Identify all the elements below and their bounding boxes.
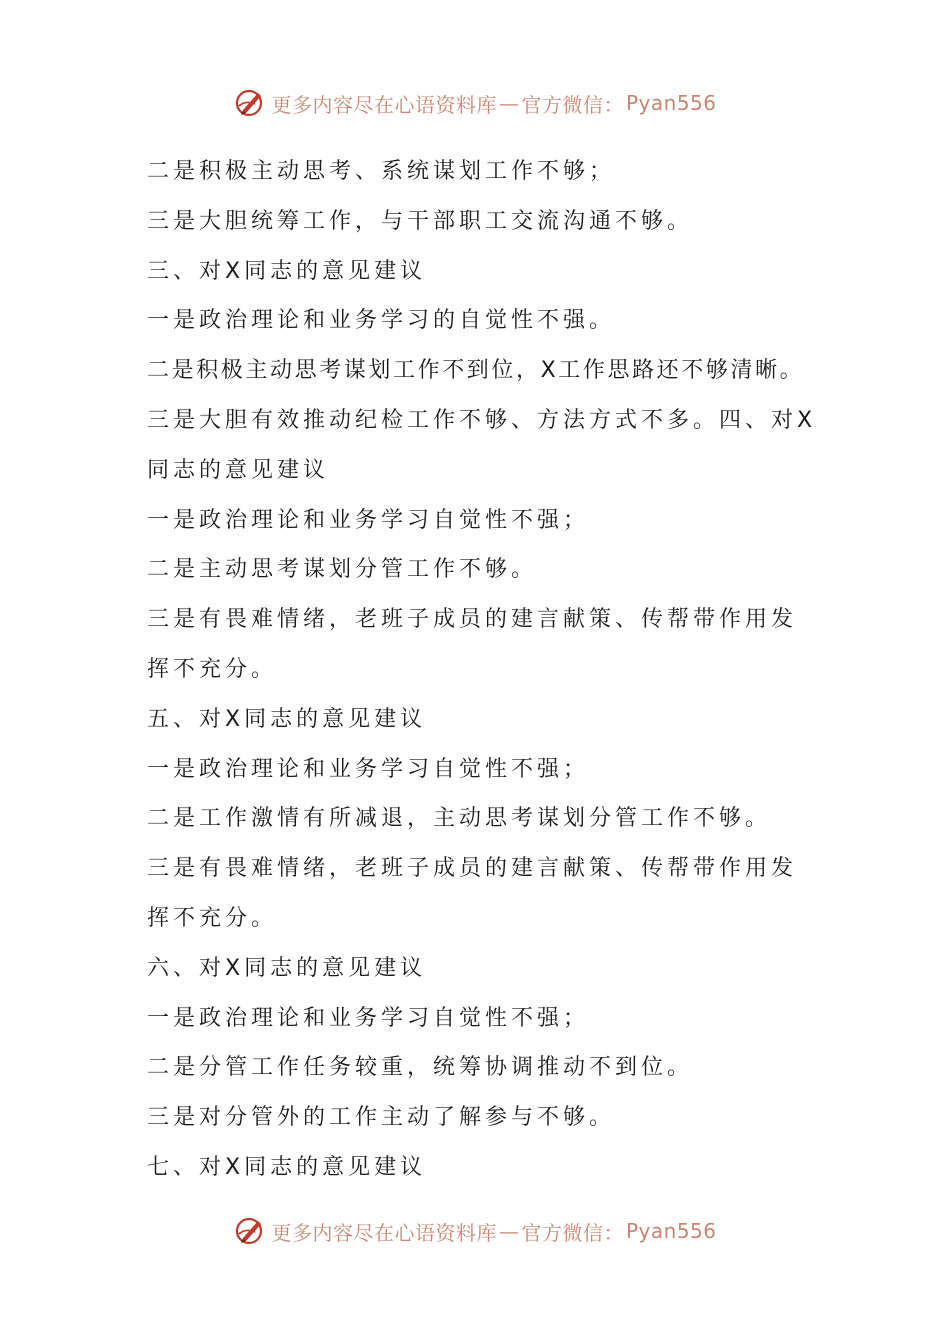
watermark-separator: — xyxy=(498,91,520,115)
body-line: 一是政治理论和业务学习自觉性不强； xyxy=(147,1005,590,1031)
body-line: 挥不充分。 xyxy=(147,656,278,682)
watermark-header xyxy=(0,83,950,123)
section-heading: 三、对X同志的意见建议 xyxy=(147,258,427,284)
pen-seal-icon xyxy=(233,86,267,120)
watermark-separator: — xyxy=(498,1219,520,1243)
document-body xyxy=(147,147,827,1193)
watermark-text: 更多内容尽在心语资料库 xyxy=(271,92,497,117)
watermark-handle: Pyan556 xyxy=(625,1219,717,1243)
body-line: 一是政治理论和业务学习的自觉性不强。 xyxy=(147,308,616,334)
watermark-label: 官方微信： xyxy=(521,92,624,117)
watermark-text: 更多内容尽在心语资料库 xyxy=(271,1220,497,1245)
watermark-handle: Pyan556 xyxy=(625,91,717,115)
body-line: 三是有畏难情绪，老班子成员的建言献策、传帮带作用发 xyxy=(147,607,798,633)
body-line: 同志的意见建议 xyxy=(147,457,330,483)
watermark-footer xyxy=(0,1211,950,1251)
body-line: 二是积极主动思考、系统谋划工作不够； xyxy=(147,159,616,184)
section-heading: 六、对X同志的意见建议 xyxy=(147,955,427,981)
body-line: 一是政治理论和业务学习自觉性不强； xyxy=(147,507,590,533)
body-line: 二是工作激情有所减退，主动思考谋划分管工作不够。 xyxy=(147,806,772,832)
body-line: 三是大胆有效推动纪检工作不够、方法方式不多。四、对X xyxy=(147,407,817,433)
body-line: 二是积极主动思考谋划工作不到位，X工作思路还不够清晰。 xyxy=(147,358,805,384)
body-line: 三是有畏难情绪，老班子成员的建言献策、传帮带作用发 xyxy=(147,856,798,882)
section-heading: 七、对X同志的意见建议 xyxy=(147,1154,427,1180)
watermark-label: 官方微信： xyxy=(521,1220,624,1245)
section-heading: 五、对X同志的意见建议 xyxy=(147,706,427,732)
body-line: 二是主动思考谋划分管工作不够。 xyxy=(147,557,538,583)
pen-seal-icon xyxy=(233,1214,267,1248)
body-line: 三是对分管外的工作主动了解参与不够。 xyxy=(147,1105,616,1131)
body-line: 三是大胆统筹工作，与干部职工交流沟通不够。 xyxy=(147,208,694,234)
body-line: 二是分管工作任务较重，统筹协调推动不到位。 xyxy=(147,1055,694,1081)
body-line: 挥不充分。 xyxy=(147,905,278,931)
body-line: 一是政治理论和业务学习自觉性不强； xyxy=(147,756,590,782)
